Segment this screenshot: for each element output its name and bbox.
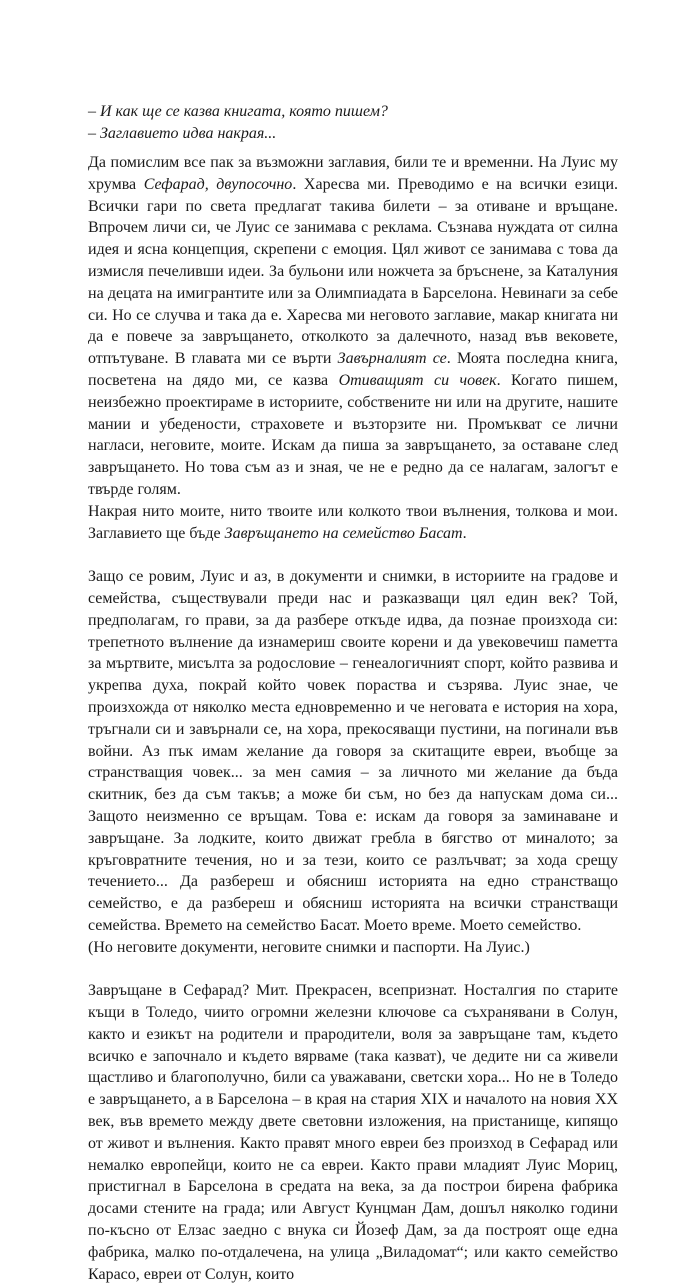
dialogue-line-answer: – Заглавието идва накрая... [88,124,277,142]
paragraph-titles: Да помислим все пак за възможни заглавия, били те и временни. На Луис му хрумва Сефарад, двупосочно. Харесва ми. Преводимо е на всички езици. Всички гари по света предлагат такива билети – за отиване и връщане. Впрочем личи си, че Луис се занимава с реклама. Съзнава нуждата от силна идея и ясна концепция, скрепени с емоция. Цял живот се занимава с това да измисля печеливши идеи. За бульони или ножчета за бръснене, за Каталуния на децата на имигрантите или за Олимпиадата в Барселона. Невинаги за себе си. Но се случва и така да е. Харесва ми неговото заглавие, макар книгата ни да е повече за завръщането, отколкото за далечното, назад във вековете, отпътуване. В главата ми се върти Завърналият се. Моята последна книга, посветена на дядо ми, се казва Отиващият си човек. Когато пишем, неизбежно проектираме в историите, собствените ни или на другите, нашите мании и убедености, страховете и възторзите ни. Промъкват се лични нагласи, неговите, моите. Искам да пиша за завръщането, за оставане след завръщането. Но това съм аз и зная, че не е редно да се налагам, залогът е твърде голям. [88,154,619,498]
paragraph-why-we-dig: Защо се ровим, Луис и аз, в документи и снимки, в историите на градове и семейства, съществували преди нас и разказващи цял един век? Той, предполагам, го прави, за да разбере откъде идва, да познае произхода си: трепетното вълнение да изнамериш своите корени и да увековечиш паметта за мъртвите, мисълта за родословие – генеалогичният спорт, който развива и укрепва духа, покрай който човек пораства и съзрява. Луис знае, че произхожда от няколко места едновременно и че неговата е история на хора, тръгнали си и завърнали се, на хора, прекосяващи пустини, на погинали във войни. Аз пък имам желание да говоря за скитащите евреи, въобще за странстващия човек... за мен самия – за личното ми желание да бъда скитник, без да съм такъв; а може би съм, но без да напускам дома си... Защото неизменно се връщам. Това е: искам да говоря за заминаване и завръщане. За лодките, които движат гребла в бягство от миналото; за кръговратните течения, но и за тези, които се разлъчват; за хода срещу течението... Да разбереш и обясниш историята на едно странстващо семейство, е да разбереш и обясниш историята на всички странстващи семейства. Времето на семейство Басат. Моето време. Моето семейство. [88,568,618,934]
title-otivashtiyat-si-chovek: Отиващият си човек [338,371,497,389]
paragraph-return-to-sefarad: Завръщане в Сефарад? Мит. Прекрасен, всепризнат. Носталгия по старите къщи в Толедо, чиито огромни железни ключове са съхранявани в Солун, както и езикът на родители и прародители, воля за завръщане там, където всичко е започнало и където вярваме (така казват), че дедите ни са живели щастливо и благополучно, били са уважавани, светски хора... Но не в Толедо е завръщането, а в Барселона – в края на стария XIX и началото на новия XX век, във времето между двете световни изложения, на пристанище, кипящо от живот и вълнения. Както правят много евреи без произход в Сефарад или немалко европейци, които не са евреи. Както прави младият Луис Мориц, пристигнал в Барселона в средата на века, за да построи бирена фабрика досами стените на града; или Август Кунцман Дам, дошъл няколко години по-късно от Елзас заедно с внука си Йозеф Дам, за да построят още една фабрика, малко по-отдалечена, на улица „Виладомат“; или както семейство Карасо, евреи от Солун, които [88,982,618,1283]
body-text [88,152,618,1285]
epigraph-dialogue [88,101,618,145]
paragraph-final-title: Накрая нито моите, нито твоите или колкото твои вълнения, толкова и мои. Заглавието ще бъде Завръщането на семейство Басат. [88,502,618,542]
title-zavarnaliyat-se: Завърналият се [337,350,447,368]
title-sefarad-dvuposochno: Сефарад, двупосочно [143,175,293,193]
paragraph-parenthetical: (Но неговите документи, неговите снимки и паспорти. На Луис.) [88,938,530,956]
dialogue-line-question: – И как ще се казва книгата, която пишем? [88,103,388,120]
title-zavrashtaneto-na-semeystvo-basat: Завръщането на семейство Басат [224,524,463,542]
